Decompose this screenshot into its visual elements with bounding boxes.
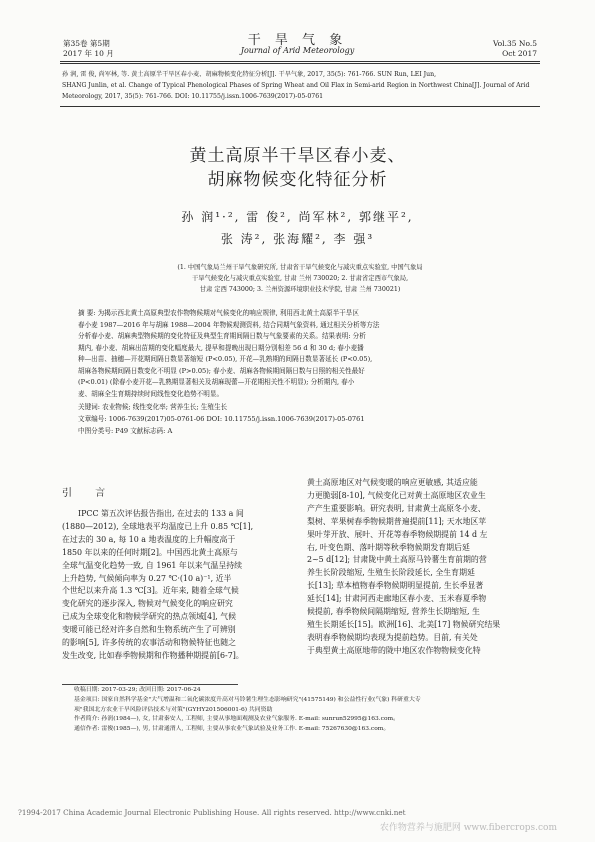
body-column-left — [62, 508, 288, 663]
affiliations — [70, 262, 530, 295]
body-line: 已成为全球变化和物候学研究的热点领域[4], 气候 — [62, 612, 237, 622]
footnote-line: 基金项目: 国家自然科学基金"大气增温和二氧化碳浓度升高对马铃薯生理生态影响研究"(41575149) 和公益性行业(气象) 科研重大专 — [74, 696, 421, 703]
body-line: 表明春季物候期均表现为提前趋势。目前, 有关处 — [307, 632, 478, 642]
footnote-line: 项"我国北方农业干旱风险评估技术与对策"(GYHY201506001-6) 共同资助 — [74, 706, 273, 713]
header-rule-thin — [60, 63, 540, 64]
body-column-right — [307, 477, 539, 658]
author-line: 张 涛², 张海耀², 李 强³ — [220, 232, 375, 246]
affiliation-line: 干旱气候变化与减灾重点实验室, 甘肃 兰州 730020; 2. 甘肃省定西市气象局, — [191, 275, 409, 282]
body-line: 梨树、苹果树春季物候期普遍提前[11]; 天水地区苹 — [307, 516, 487, 526]
copyright-notice: ?1994-2017 China Academic Journal Electronic Publishing House. All rights reserved. http://www.cnki.net — [18, 808, 406, 817]
abstract-line: 麦、胡麻全生育期持续时间线性变化趋势不明显。 — [78, 389, 224, 398]
body-line: 右, 叶变色期、落叶期等秋季物候期发育期后延 — [307, 542, 470, 552]
abstract-line: 分析春小麦、胡麻典型物候期的变化特征及典型生育期间隔日数与气象要素的关系。结果表明: 分析 — [78, 332, 366, 340]
abstract-line: 摘 要: 为揭示西北黄土高原典型农作物物候期对气候变化的响应规律, 利用西北黄土高原半干旱区 — [78, 309, 359, 317]
volume-en: Vol.35 No.5 — [492, 39, 537, 48]
date-en: Oct 2017 — [502, 49, 537, 58]
body-line: 上升趋势, 气候倾向率为 0.27 ℃·(10 a)⁻¹, 近半 — [62, 573, 232, 583]
body-line: 果叶芽开放、展叶、开花等春季物候期提前 14 d 左 — [307, 529, 488, 539]
footnotes — [74, 686, 540, 735]
footnote-line: 作者简介: 孙润(1984—), 女, 甘肃秦安人, 工程师, 主要从事地面观测及农业气象服务. E-mail: sunrun52995@163.com。 — [74, 716, 399, 723]
abstract-line: 胡麻各物候期间隔日数变化不明显 (P>0.05); 春小麦、胡麻各物候期间隔日数与日照的相关性最好 — [78, 366, 365, 375]
section-heading-introduction: 引 言 — [62, 488, 116, 499]
abstract-line: 期内, 春小麦、胡麻出苗期的变化幅度最大, 提早和提晚出现日期分别相差 56 d 和 30 d; 春小麦播 — [78, 343, 364, 352]
body-line: 延长[14]; 甘肃河西走廊地区春小麦、玉米春夏季物 — [307, 594, 487, 604]
body-line: 发生改变, 比如春季物候期和作物播种期提前[6-7]。 — [62, 650, 244, 660]
body-line: 变暖可能已经对许多自然和生物系统产生了可辨别 — [62, 625, 236, 635]
body-line: 的影响[5], 许多传统的农事活动和物候特征也随之 — [62, 638, 237, 648]
body-line: 长[13]; 草本植物春季物候期明显提前, 生长季显著 — [307, 581, 484, 591]
body-line: 变化研究的逐步深入, 物候对气候变化的响应研究 — [62, 599, 233, 609]
journal-title-en: Journal of Arid Meteorology — [240, 46, 355, 55]
footnote-line: 收稿日期: 2017-03-29; 改回日期: 2017-06-24 — [74, 687, 201, 693]
body-line: 殖生长期延长[15]。欧洲[16]、北美[17] 物候研究结果 — [307, 619, 501, 629]
classification: 中图分类号: P49 文献标志码: A — [78, 427, 173, 435]
author-line: 孙 润¹·², 雷 俊², 尚军林², 郭继平², — [181, 210, 414, 224]
footnote-rule — [62, 684, 238, 685]
body-line: (1880—2012), 全球地表平均温度已上升 0.85 ℃[1], — [62, 521, 254, 531]
body-line: 候提前, 春季物候间隔期缩短, 营养生长期缩短, 生 — [307, 607, 480, 617]
body-line: 黄土高原地区对气候变暖的响应更敏感, 其适应能 — [307, 478, 478, 487]
citation-rule — [60, 106, 540, 107]
body-line: 于典型黄土高原地带的陇中地区农作物物候变化特 — [307, 645, 481, 655]
footnote-line: 通信作者: 雷俊(1985—), 男, 甘肃通渭人, 工程师, 主要从事农业气象试验及业务工作. E-mail: 75267630@163.com。 — [74, 726, 390, 733]
abstract-line: 春小麦 1987—2016 年与胡麻 1988—2004 年物候观测资料, 结合同期气象资料, 通过相关分析等方法 — [78, 320, 380, 329]
body-line: 在过去的 30 a, 每 10 a 地表温度的上升幅度高于 — [62, 534, 236, 544]
abstract-line: (P<0.01) (除春小麦开花—乳熟期显著相关及胡麻现蕾—开花期相关性不明显); 分析期内, 春小 — [78, 378, 355, 386]
body-line: IPCC 第五次评估报告指出, 在过去的 133 a 间 — [78, 509, 244, 518]
watermark: 农作物营养与施肥网 www.fibercrops.com — [379, 823, 557, 833]
citation-line: Meteorology, 2017, 35(5): 761-766. DOI: 10.11755/j.issn.1006-7639(2017)-05-0761 — [62, 93, 324, 100]
body-line: 个世纪以来升高 1.3 ℃[3]。近年来, 随着全球气候 — [62, 586, 239, 596]
date-cn: 2017 年 10 月 — [63, 49, 114, 58]
volume-cn: 第35卷 第5期 — [63, 39, 110, 48]
article-title-line: 黄土高原半干旱区春小麦、 — [189, 146, 406, 166]
body-line: 1850 年以来的任何时期[2]。中国西北黄土高原与 — [62, 547, 238, 557]
body-line: 产产生重要影响。研究表明, 甘肃黄土高原冬小麦、 — [307, 503, 486, 513]
keywords: 关键词: 农业物候; 线性变化率; 营养生长; 生殖生长 — [78, 403, 228, 411]
citation-block — [62, 69, 540, 102]
body-line: 全球气温变化趋势一致, 自 1961 年以来气温呈持续 — [62, 560, 243, 570]
body-line: 力更脆弱[8-10], 气候变化已对黄土高原地区农业生 — [307, 490, 486, 500]
volume-info-en — [493, 39, 537, 59]
journal-title-cn: 干 旱 气 象 — [247, 33, 348, 48]
citation-line: SHANG Junlin, et al. Change of Typical Phenological Phases of Spring Wheat and Oil Flax in Semi-arid Region in Northwest China[J]. Journal of Arid — [62, 82, 530, 89]
abstract — [78, 308, 524, 400]
body-line: 养生长阶段缩短, 生殖生长阶段延长, 全生育期延 — [307, 568, 475, 578]
affiliation-line: 甘肃 定西 743000; 3. 兰州资源环境职业技术学院, 甘肃 兰州 730021) — [199, 286, 401, 293]
abstract-line: 种—出苗、抽穗—开花期间隔日数显著缩短 (P<0.05), 开花—乳熟期的间隔日数显著延长 (P<0.05), — [78, 355, 373, 363]
citation-line: 孙 润, 雷 俊, 尚军林, 等. 黄土高原半干旱区春小麦、胡麻物候变化特征分析[J]. 干旱气象, 2017, 35(5): 761-766. SUN Run, LEI Jun, — [62, 71, 437, 78]
header-rule — [60, 61, 540, 62]
article-number: 文章编号: 1006-7639(2017)05-0761-06 DOI: 10.11755/j.issn.1006-7639(2017)-05-0761 — [78, 415, 365, 423]
affiliation-line: (1. 中国气象局兰州干旱气象研究所, 甘肃省干旱气候变化与减灾重点实验室, 中国气象局 — [177, 264, 423, 271]
article-title-line: 胡麻物候变化特征分析 — [207, 170, 388, 190]
body-line: 2~5 d[12]; 甘肃陇中黄土高原马铃薯生育前期的营 — [307, 555, 487, 565]
